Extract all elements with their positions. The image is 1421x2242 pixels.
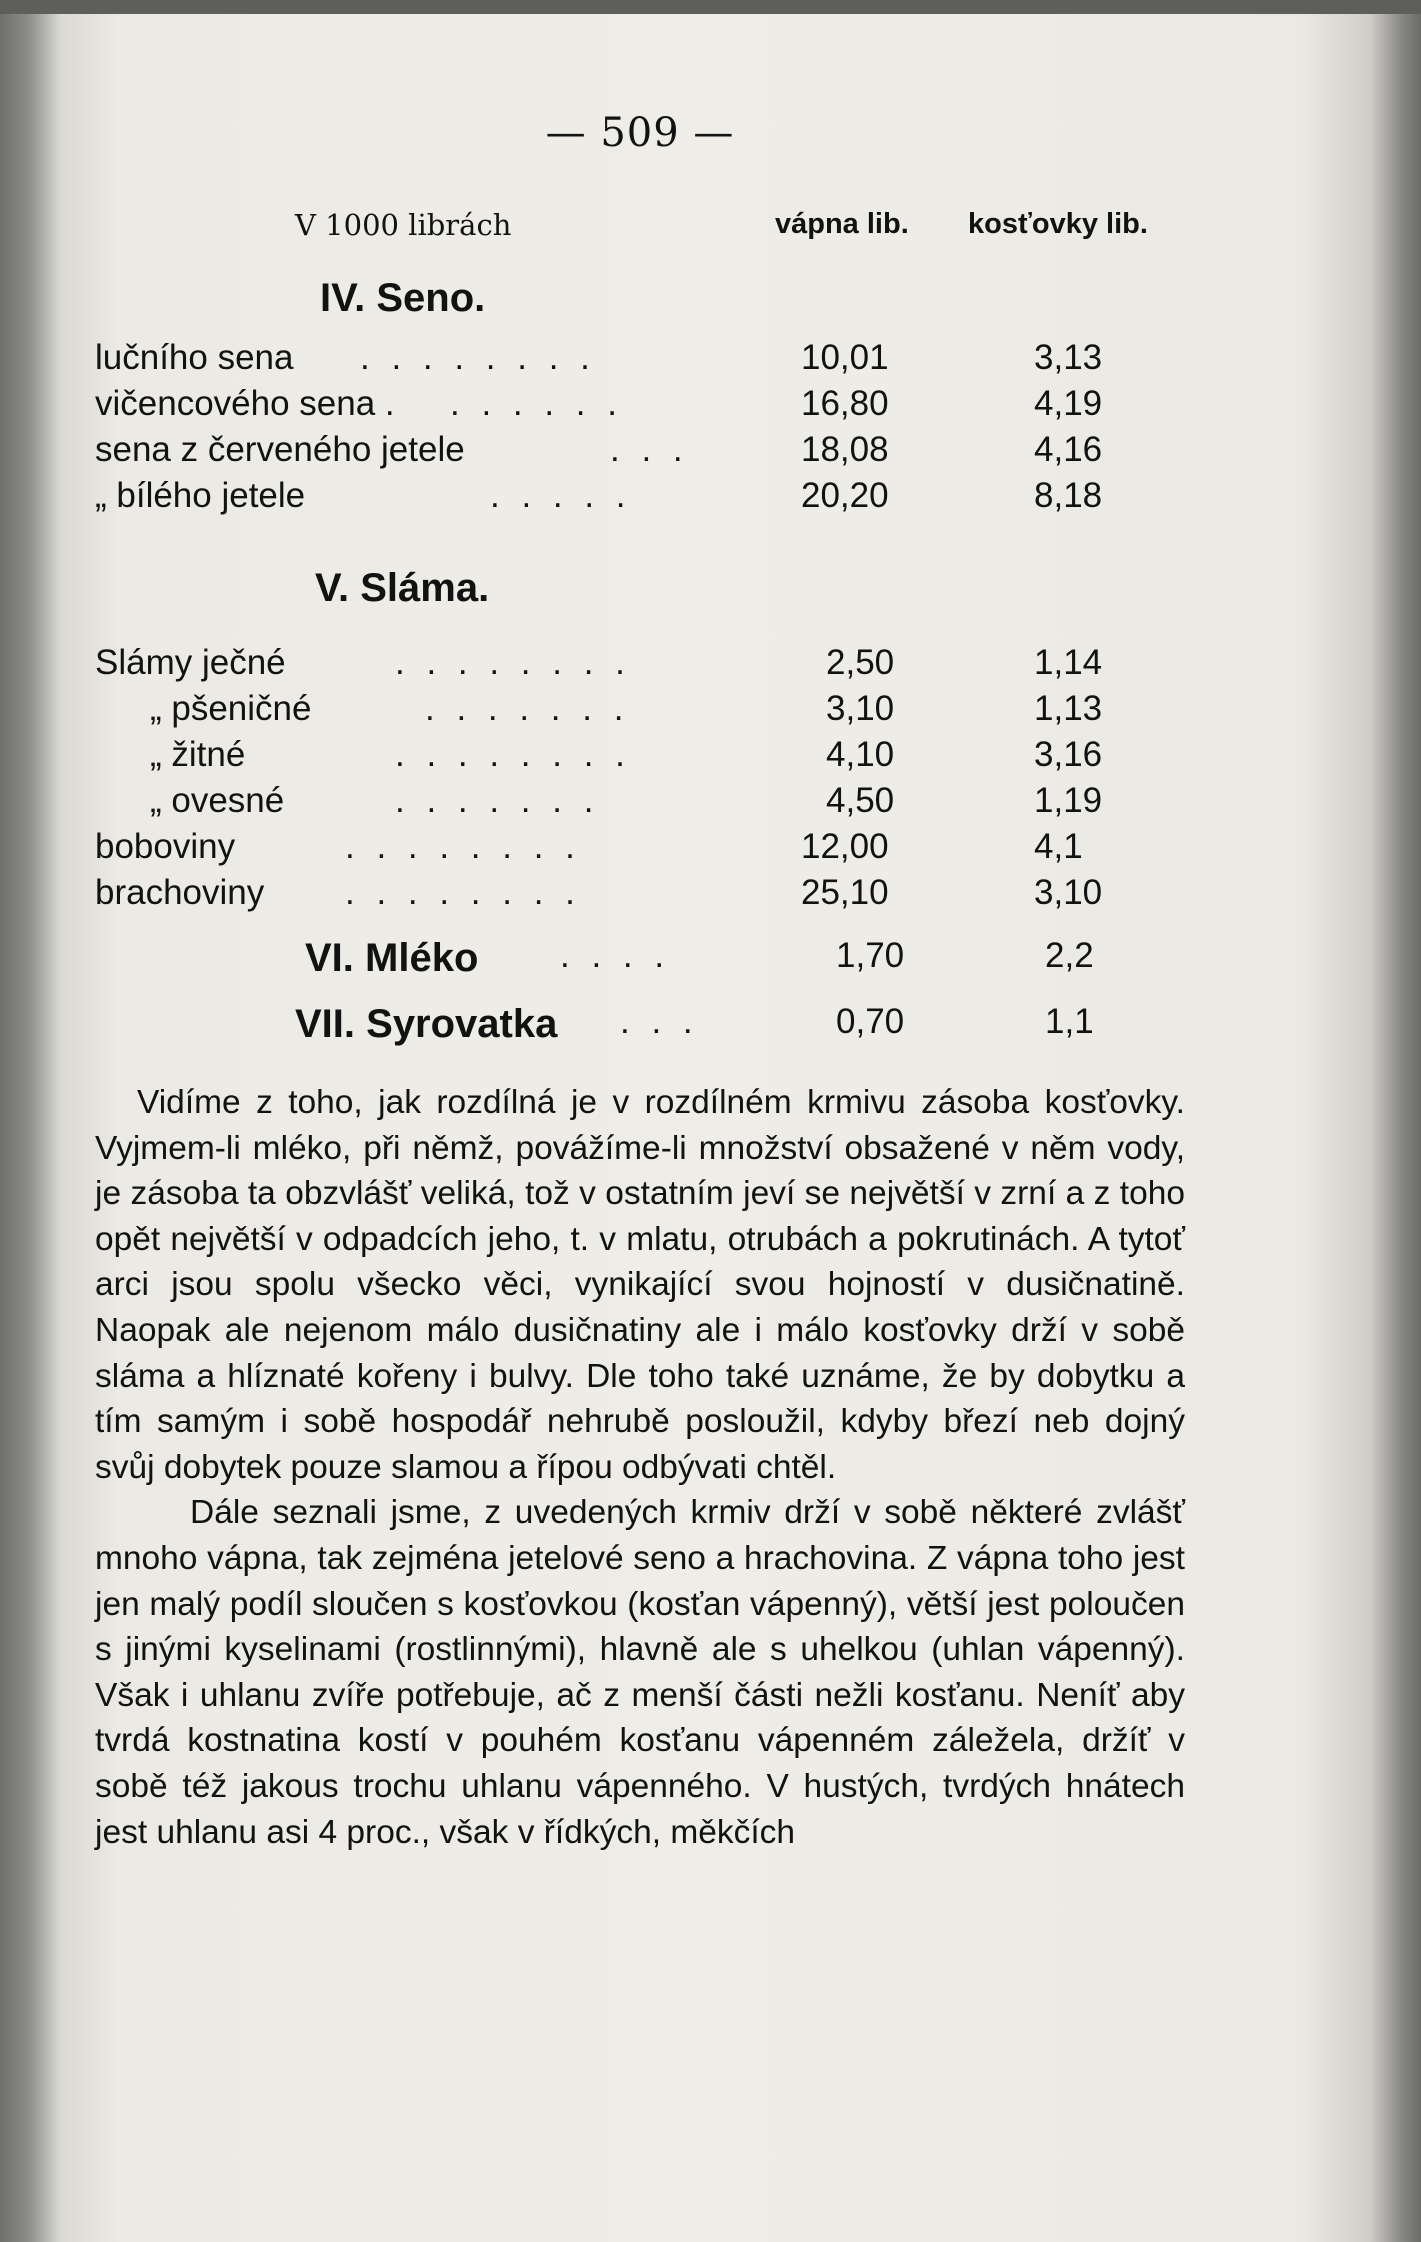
leader-dots: . . . xyxy=(610,430,689,469)
leader-dots: . . . . . . . . xyxy=(395,643,631,682)
lime-value: 12,00 xyxy=(801,827,889,866)
section-title-seno: IV. Seno. xyxy=(320,276,486,320)
row-label: „ žitné xyxy=(150,735,246,774)
phosphate-value: 1,1 xyxy=(1045,1002,1094,1041)
scan-edge xyxy=(0,0,1421,14)
row-label: VI. Mléko xyxy=(305,936,479,980)
leader-dots: . . . . . . xyxy=(450,384,623,423)
phosphate-value: 8,18 xyxy=(1034,476,1103,515)
leader-dots: . . . . . . . . xyxy=(360,338,596,377)
header-unit: V 1000 librách xyxy=(295,208,512,242)
lime-value: 3,10 xyxy=(826,689,895,728)
row-label: boboviny xyxy=(95,827,236,866)
lime-value: 20,20 xyxy=(801,476,889,515)
leader-dots: . . . . . . . . xyxy=(345,873,581,912)
row-label: „ ovesné xyxy=(150,781,285,820)
table-row xyxy=(95,873,1185,919)
row-label: vičencového sena . xyxy=(95,384,395,423)
table-row xyxy=(95,781,1185,827)
paragraph: Vidíme z toho, jak rozdílná je v rozdílném krmivu zásoba kosťovky. Vyjmem-li mléko, při němž, povážíme-li množství obsažené v něm vody, je zásoba ta obzvlášť veliká, tož v ostatním jeví se největší v zrní a z toho opět největší v odpadcích jeho, t. v mlatu, otrubách a pokrutinách. A tytoť arci jsou spolu všecko věci, vynikající svou hojností v dusičnatině. Naopak ale nejenom málo dusičnatiny ale i málo kosťovky drží v sobě sláma a hlíznaté kořeny i bulvy. Dle toho také uznáme, že by dobytku a tím samým i sobě hospodář nehrubě posloužil, kdyby březí neb dojný svůj dobytek pouze slamou a řípou odbývati chtěl. xyxy=(95,1084,1185,1486)
phosphate-value: 4,16 xyxy=(1034,430,1103,469)
phosphate-value: 1,19 xyxy=(1034,781,1103,820)
row-label: sena z červeného jetele xyxy=(95,430,465,469)
table-row xyxy=(95,735,1185,781)
phosphate-value: 4,19 xyxy=(1034,384,1103,423)
page-body xyxy=(95,100,1185,2120)
leader-dots: . . . . . . . . xyxy=(345,827,581,866)
table-row-mleko xyxy=(95,936,1185,982)
phosphate-value: 1,13 xyxy=(1034,689,1103,728)
header-lime: vápna lib. xyxy=(775,208,909,240)
leader-dots: . . . . . . . . xyxy=(395,735,631,774)
row-label: „ pšeničné xyxy=(150,689,312,728)
table-row xyxy=(95,827,1185,873)
table-row xyxy=(95,338,1185,384)
leader-dots: . . . . . . . xyxy=(395,781,600,820)
leader-dots: . . . xyxy=(620,1002,699,1041)
row-label: Slámy ječné xyxy=(95,643,286,682)
phosphate-value: 3,13 xyxy=(1034,338,1103,377)
table-row xyxy=(95,476,1185,522)
lime-value: 10,01 xyxy=(801,338,889,377)
page-number: — 509 — xyxy=(545,110,735,156)
leader-dots: . . . . . . . xyxy=(425,689,630,728)
phosphate-value: 1,14 xyxy=(1034,643,1103,682)
lime-value: 16,80 xyxy=(801,384,889,423)
table-row xyxy=(95,643,1185,689)
lime-value: 2,50 xyxy=(826,643,895,682)
phosphate-value: 4,1 xyxy=(1034,827,1083,866)
phosphate-value: 3,16 xyxy=(1034,735,1103,774)
table-row xyxy=(95,689,1185,735)
table-row xyxy=(95,384,1185,430)
lime-value: 1,70 xyxy=(836,936,905,975)
row-label: lučního sena xyxy=(95,338,294,377)
phosphate-value: 2,2 xyxy=(1045,936,1094,975)
row-label: „ bílého jetele xyxy=(95,476,306,515)
leader-dots: . . . . . xyxy=(490,476,632,515)
paragraph: Dále seznali jsme, z uvedených krmiv drží v sobě některé zvlášť mnoho vápna, tak zejména jetelové seno a hrachovina. Z vápna toho jest jen malý podíl sloučen s kosťovkou (kosťan vápenný), větší jest poloučen s jinými kyselinami (rostlinnými), hlavně ale s uhelkou (uhlan vápenný). Však i uhlanu zvíře potřebuje, ač z menší části nežli kosťanu. Neníť aby tvrdá kostnatina kostí v pouhém kosťanu vápenném záležela, držíť v sobě též jakous trochu uhlanu vápenného. V hustých, tvrdých hnátech jest uhlanu asi 4 proc., však v řídkých, měkčích xyxy=(95,1494,1185,1851)
lime-value: 18,08 xyxy=(801,430,889,469)
table-row xyxy=(95,430,1185,476)
row-label: VII. Syrovatka xyxy=(295,1002,558,1046)
table-row-syrovatka xyxy=(95,1002,1185,1048)
section-title-slama: V. Sláma. xyxy=(315,566,490,610)
body-text xyxy=(95,1080,1185,1855)
leader-dots: . . . . xyxy=(560,936,671,975)
row-label: brachoviny xyxy=(95,873,265,912)
phosphate-value: 3,10 xyxy=(1034,873,1103,912)
lime-value: 0,70 xyxy=(836,1002,905,1041)
lime-value: 4,50 xyxy=(826,781,895,820)
header-phosphate: kosťovky lib. xyxy=(968,208,1148,240)
lime-value: 4,10 xyxy=(826,735,895,774)
lime-value: 25,10 xyxy=(801,873,889,912)
